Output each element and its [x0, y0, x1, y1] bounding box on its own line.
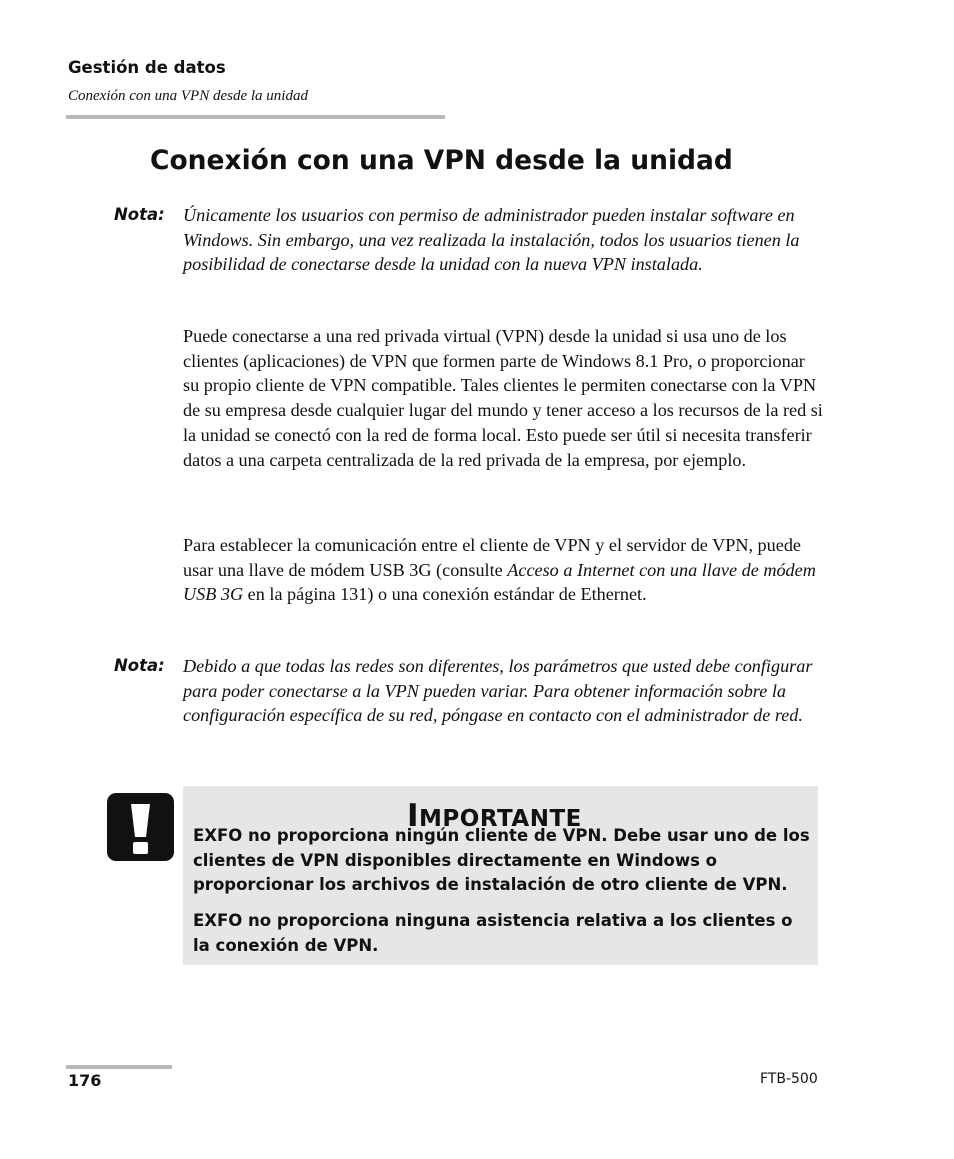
document-code: FTB-500 [760, 1071, 818, 1087]
important-paragraph: EXFO no proporciona ningún cliente de VPN. Debe usar uno de los clientes de VPN disponibles directamente en Windows o proporcionar los archivos de instalación de otro cliente de VPN. [193, 826, 810, 895]
header-rule [66, 115, 445, 119]
note-text: Únicamente los usuarios con permiso de administrador pueden instalar software en Windows. Sin embargo, una vez realizada la instalación, todos los usuarios tienen la posibilidad de conectarse desde la unidad con la nueva VPN instalada. [183, 205, 800, 275]
important-title-initial: I [407, 798, 420, 834]
exclamation-warning-icon [107, 793, 174, 861]
footer-rule [66, 1065, 172, 1069]
body-paragraph [183, 533, 823, 607]
page-number: 176 [68, 1071, 102, 1090]
important-callout [183, 786, 818, 965]
note-label: Nota: [114, 205, 165, 224]
running-header-subsection: Conexión con una VPN desde la unidad [68, 88, 308, 104]
paragraph-text: en la página 131) o una conexión estándar de Ethernet. [243, 584, 647, 605]
important-paragraph: EXFO no proporciona ninguna asistencia relativa a los clientes o la conexión de VPN. [193, 911, 793, 955]
cross-reference-link[interactable]: Acceso a Internet con una llave de módem USB 3G [183, 559, 816, 605]
important-title-rest: MPORTANTE [419, 806, 582, 832]
note-label: Nota: [114, 656, 165, 675]
body-paragraph: Puede conectarse a una red privada virtual (VPN) desde la unidad si usa uno de los clientes (aplicaciones) de VPN que formen parte de Windows 8.1 Pro, o proporcionar su propio cliente de VPN compatible. Tales clientes le permiten conectarse con la VPN de su empresa desde cualquier lugar del mundo y tener acceso a los recursos de la red si la unidad se conectó con la red de forma local. Esto puede ser útil si necesita transferir datos a una carpeta centralizada de la red privada de la empresa, por ejemplo. [183, 326, 823, 470]
note-text: Debido a que todas las redes son diferentes, los parámetros que usted debe configurar para poder conectarse a la VPN pueden variar. Para obtener información sobre la configuración específica de su red, póngase en contacto con el administrador de red. [183, 656, 813, 726]
running-header-section: Gestión de datos [68, 58, 226, 77]
paragraph-text: Para establecer la comunicación entre el cliente de VPN y el servidor de VPN, puede usar una llave de módem USB 3G (consulte [183, 535, 801, 580]
page-title: Conexión con una VPN desde la unidad [150, 145, 733, 176]
